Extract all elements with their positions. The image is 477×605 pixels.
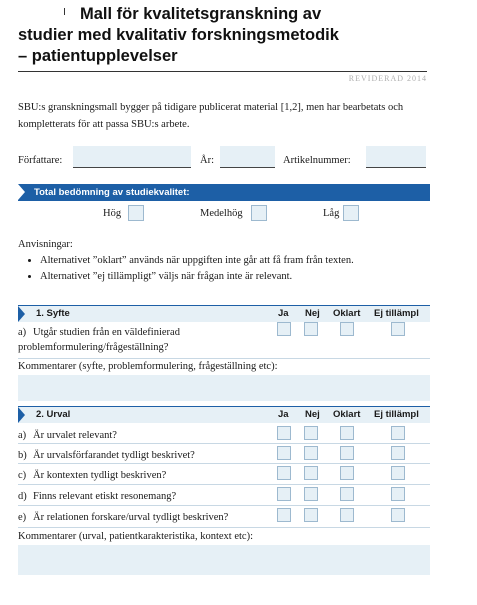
year-label: År: bbox=[200, 155, 214, 166]
column-unclear: Oklart bbox=[333, 308, 361, 319]
q2d-unclear-checkbox[interactable] bbox=[340, 487, 354, 501]
q2d-no-checkbox[interactable] bbox=[304, 487, 318, 501]
question-2d bbox=[18, 489, 258, 504]
title-line-3: – patientupplevelser bbox=[18, 47, 178, 65]
question-label: c) bbox=[18, 470, 27, 481]
section-1-header bbox=[18, 305, 430, 322]
title-line-1: Mall för kvalitetsgranskning av bbox=[80, 5, 322, 23]
row-divider bbox=[18, 484, 430, 485]
quality-high-checkbox[interactable] bbox=[128, 205, 144, 221]
article-number-field[interactable] bbox=[366, 146, 426, 168]
q1a-not-applicable-checkbox[interactable] bbox=[391, 322, 405, 336]
section-1-comment-field[interactable] bbox=[18, 375, 430, 401]
meta-row bbox=[18, 146, 430, 168]
question-text: Finns relevant etiskt resonemang? bbox=[33, 491, 177, 502]
question-label: a) bbox=[18, 430, 27, 441]
question-1a bbox=[18, 325, 258, 355]
question-2b bbox=[18, 448, 258, 463]
instructions-list bbox=[18, 253, 438, 285]
title-line-2: studier med kvalitativ forskningsmetodik bbox=[18, 26, 339, 44]
q2b-yes-checkbox[interactable] bbox=[277, 446, 291, 460]
column-no: Nej bbox=[305, 409, 320, 420]
question-text: Är urvalet relevant? bbox=[33, 430, 117, 441]
quality-option-medium-label: Medelhög bbox=[200, 208, 243, 219]
row-divider bbox=[18, 463, 430, 464]
section-2-header bbox=[18, 406, 430, 423]
instructions bbox=[18, 237, 438, 285]
article-number-label: Artikelnummer: bbox=[283, 155, 351, 166]
overall-quality-heading: Total bedömning av studiekvalitet: bbox=[34, 187, 190, 198]
quality-medium-checkbox[interactable] bbox=[251, 205, 267, 221]
revision-note: REVIDERAD 2014 bbox=[348, 74, 427, 83]
question-text: Är kontexten tydligt beskriven? bbox=[33, 470, 167, 481]
question-text: Utgår studien från en väldefinierad problemformulering/frågeställning? bbox=[18, 327, 180, 353]
author-field[interactable] bbox=[73, 146, 191, 168]
overall-quality-bar bbox=[18, 184, 430, 201]
section-1-heading: 1. Syfte bbox=[36, 308, 70, 319]
q2c-unclear-checkbox[interactable] bbox=[340, 466, 354, 480]
question-label: d) bbox=[18, 491, 27, 502]
instructions-heading: Anvisningar: bbox=[18, 239, 73, 250]
column-yes: Ja bbox=[278, 409, 289, 420]
header-rule bbox=[18, 71, 427, 72]
question-2c bbox=[18, 468, 258, 483]
q2e-yes-checkbox[interactable] bbox=[277, 508, 291, 522]
column-not-applicable: Ej tillämpl bbox=[374, 409, 419, 420]
question-text: Är relationen forskare/urval tydligt beskriven? bbox=[33, 512, 229, 523]
section-2-comment-field[interactable] bbox=[18, 545, 430, 575]
quality-low-checkbox[interactable] bbox=[343, 205, 359, 221]
question-label: a) bbox=[18, 327, 27, 338]
section-1-comment-label: Kommentarer (syfte, problemformulering, frågeställning etc): bbox=[18, 361, 278, 372]
instruction-item: • Alternativet ”oklart” används när uppgiften inte går att få fram från texten. bbox=[40, 253, 438, 269]
question-2e bbox=[18, 510, 278, 525]
section-triangle-icon bbox=[18, 407, 25, 423]
q1a-no-checkbox[interactable] bbox=[304, 322, 318, 336]
row-divider bbox=[18, 358, 430, 359]
q2d-not-applicable-checkbox[interactable] bbox=[391, 487, 405, 501]
question-2a bbox=[18, 428, 258, 443]
q2b-no-checkbox[interactable] bbox=[304, 446, 318, 460]
q2b-not-applicable-checkbox[interactable] bbox=[391, 446, 405, 460]
q2a-no-checkbox[interactable] bbox=[304, 426, 318, 440]
quality-option-low-label: Låg bbox=[323, 208, 340, 219]
section-2-heading: 2. Urval bbox=[36, 409, 71, 420]
question-label: e) bbox=[18, 512, 27, 523]
column-no: Nej bbox=[305, 308, 320, 319]
row-divider bbox=[18, 527, 430, 528]
question-text: Är urvalsförfarandet tydligt beskrivet? bbox=[33, 450, 195, 461]
q2e-not-applicable-checkbox[interactable] bbox=[391, 508, 405, 522]
q2c-no-checkbox[interactable] bbox=[304, 466, 318, 480]
row-divider bbox=[18, 443, 430, 444]
q2a-yes-checkbox[interactable] bbox=[277, 426, 291, 440]
q1a-unclear-checkbox[interactable] bbox=[340, 322, 354, 336]
author-label: Författare: bbox=[18, 155, 63, 166]
q2c-yes-checkbox[interactable] bbox=[277, 466, 291, 480]
q2d-yes-checkbox[interactable] bbox=[277, 487, 291, 501]
q2e-no-checkbox[interactable] bbox=[304, 508, 318, 522]
question-label: b) bbox=[18, 450, 27, 461]
q2a-not-applicable-checkbox[interactable] bbox=[391, 426, 405, 440]
document-title bbox=[18, 4, 458, 67]
q2e-unclear-checkbox[interactable] bbox=[340, 508, 354, 522]
instruction-item: • Alternativet ”ej tillämpligt” väljs när frågan inte är relevant. bbox=[40, 269, 438, 285]
q2a-unclear-checkbox[interactable] bbox=[340, 426, 354, 440]
bar-triangle-icon bbox=[18, 184, 25, 200]
column-not-applicable: Ej tillämpl bbox=[374, 308, 419, 319]
row-divider bbox=[18, 505, 430, 506]
q2c-not-applicable-checkbox[interactable] bbox=[391, 466, 405, 480]
quality-option-high-label: Hög bbox=[103, 208, 122, 219]
column-yes: Ja bbox=[278, 308, 289, 319]
intro-text: SBU:s granskningsmall bygger på tidigare publicerat material [1,2], men har bearbetats och kompletterats för att passa SBU:s arbete. bbox=[18, 102, 404, 130]
column-unclear: Oklart bbox=[333, 409, 361, 420]
year-field[interactable] bbox=[220, 146, 275, 168]
section-2-comment-label: Kommentarer (urval, patientkarakteristika, kontext etc): bbox=[18, 531, 253, 542]
q1a-yes-checkbox[interactable] bbox=[277, 322, 291, 336]
q2b-unclear-checkbox[interactable] bbox=[340, 446, 354, 460]
section-triangle-icon bbox=[18, 306, 25, 322]
